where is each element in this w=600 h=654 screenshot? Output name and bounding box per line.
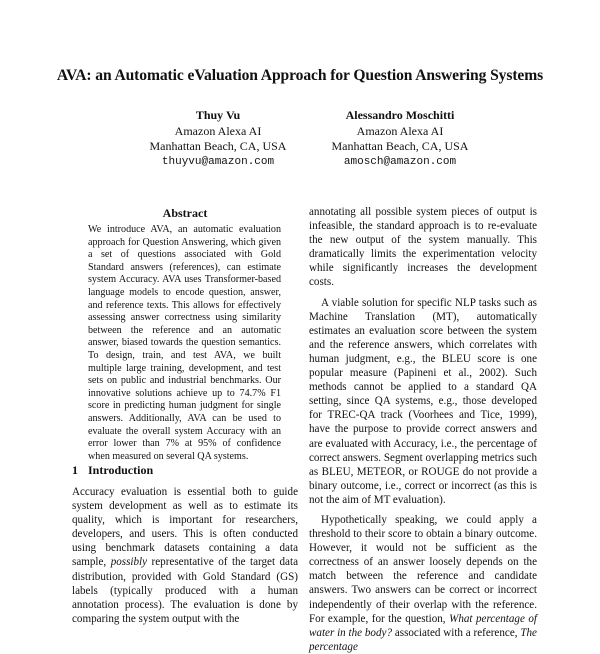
author-affiliation: Amazon Alexa AI xyxy=(356,123,444,138)
author-location: Manhattan Beach, CA, USA xyxy=(331,139,469,154)
emphasis: possibly xyxy=(110,556,148,569)
text-run: associated with a reference, xyxy=(394,626,518,639)
author-block-2 xyxy=(290,108,510,170)
author-email: thuyvu@amazon.com xyxy=(161,155,275,168)
left-column-body xyxy=(72,485,298,625)
abstract-text: We introduce AVA, an automatic evaluation approach for Question Answering, which given a set of questions associated with Gold Standard answers (references), can estimate system Accuracy. AVA uses Transformer-based language models to encode question, answer, and reference texts. This allows for effectively assessing answer correctness using similarity between the reference and an automatic answer, biased towards the question semantics. To design, train, and test AVA, we built multiple large training, development, and test sets on public and industrial benchmarks. Our innovative solutions achieve up to 74.7% F1 score in predicting human judgment for single answers. Additionally, AVA can be used to evaluate the overall system Accuracy with an error lower than 7% at 95% of confidence when measured on several QA systems. xyxy=(88,224,281,462)
emphasis: The percentage xyxy=(309,626,537,653)
paragraph: A viable solution for specific NLP tasks such as Machine Translation (MT), automatically estimates an evaluation score between the system and the reference answers, which correlates with human judgment, e.g., the BLEU score is one popular measure (Papineni et al., 2002). Such methods cannot be applied to a standard QA setting, since QA systems, e.g., those developed for TREC-QA track (Voorhees and Tice, 1999), have the purpose to provide correct answers and are evaluated with Accuracy, i.e., the percentage of correct answers. Segment overlapping metrics such as BLEU, METEOR, or ROUGE do not provide a binary outcome, i.e., correct or incorrect (as this is not the aim of MT evaluation). xyxy=(309,296,537,506)
paragraph xyxy=(309,513,537,654)
author-name: Thuy Vu xyxy=(195,108,241,122)
abstract-heading: Abstract xyxy=(162,206,208,220)
paper-title: AVA: an Automatic eValuation Approach for Question Answering Systems xyxy=(56,67,544,84)
paragraph xyxy=(72,485,298,626)
author-location: Manhattan Beach, CA, USA xyxy=(149,139,287,154)
section-title: Introduction xyxy=(88,463,154,477)
section-heading xyxy=(72,463,153,478)
author-email: amosch@amazon.com xyxy=(343,155,457,168)
text-run: representative of the target data distribution, provided with Gold Standard (GS) labels (typically produced with a human annotation process). The evaluation is done by comparing the system output with the xyxy=(72,556,298,625)
author-affiliation: Amazon Alexa AI xyxy=(174,123,262,138)
text-run: Accuracy evaluation is essential both to guide system development as well as to estimate its quality, which is important for researchers, developers, and users. This is often conducted using benchmark datasets containing a data sample, xyxy=(72,486,298,569)
author-name: Alessandro Moschitti xyxy=(345,108,455,122)
right-column-body xyxy=(309,205,537,653)
paragraph: annotating all possible system pieces of output is infeasible, the standard approach is to re-evaluate the new output of the system manually. This dramatically limits the experimentation velocity while significantly increases the development costs. xyxy=(309,206,537,289)
section-number: 1 xyxy=(72,463,78,477)
emphasis: What percentage of water in the body? xyxy=(309,612,537,639)
text-run: Hypothetically speaking, we could apply a threshold to their score to obtain a binary outcome. However, it would not be sufficient as the correctness of an answer loosely depends on the match between the reference and candidate answers. Two answers can be correct or incorrect independently of their overlap with the reference. For example, for the question, xyxy=(309,513,537,625)
